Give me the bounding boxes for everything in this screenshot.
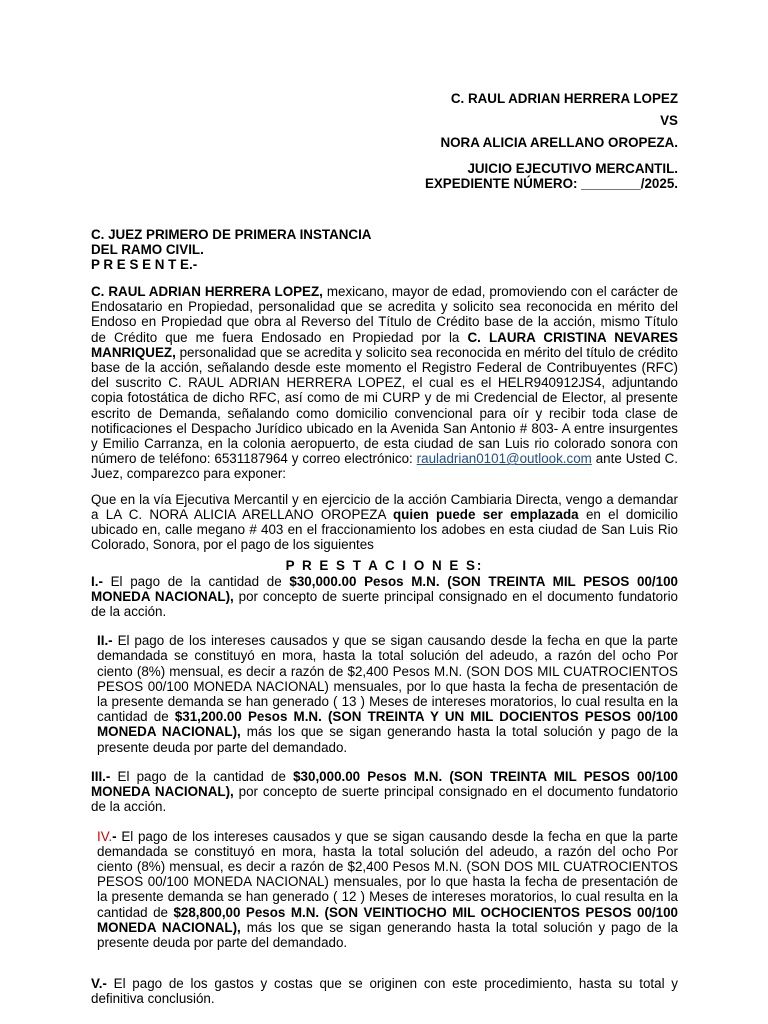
item-iv-dash: -	[112, 828, 117, 844]
item-ii-text-2: más los que se sigan generando hasta la total solución y pago de la presente deuda por parte del demandado.	[97, 724, 678, 755]
promoter-name: C. RAUL ADRIAN HERRERA LOPEZ,	[91, 284, 323, 299]
item-iii-amount: $30,000.00 Pesos M.N. (SON TREINTA MIL PESOS 00/100 MONEDA NACIONAL),	[91, 768, 678, 800]
case-header	[425, 91, 678, 191]
item-i-number: I.-	[91, 573, 103, 589]
addressee-line-2: DEL RAMO CIVIL.	[91, 242, 204, 258]
item-iii-text-1: El pago de la cantidad de	[110, 768, 294, 784]
item-iv-text-1: El pago de los intereses causados y que se sigan causando desde la fecha en que la parte demandada se constituyó en mora, hasta la total solución del adeudo, a razón del ocho Por ciento (8%) mensual, es decir a razón de $2,400 Pesos M.N. (SON DOS MIL CUATROCIENTOS PESOS 00/100 MONEDA NACIONAL) mensuales, por lo que hasta la fecha de presentación de la presente demanda se han generado ( 12 ) Meses de intereses moratorios, lo cual resulta en la cantidad de	[97, 828, 678, 920]
demand-paragraph	[91, 492, 678, 553]
item-iv	[91, 829, 678, 951]
intro-paragraph	[91, 284, 678, 482]
item-ii-amount: $31,200.00 Pesos M.N. (SON TREINTA Y UN MIL DOCIENTOS PESOS 00/100 MONEDA NACIONAL),	[97, 709, 678, 740]
addressee-line-1: C. JUEZ PRIMERO DE PRIMERA INSTANCIA	[91, 227, 372, 242]
item-i-text-1: El pago de la cantidad de	[102, 573, 290, 589]
item-ii-number: II.-	[97, 633, 113, 649]
item-ii	[91, 633, 678, 755]
item-iv-amount: $28,800,00 Pesos M.N. (SON VEINTIOCHO MIL OCHOCIENTOS PESOS 00/100 MONEDA NACIONAL),	[97, 904, 678, 935]
defendant-name: NORA ALICIA ARELLANO OROPEZA.	[440, 135, 678, 151]
item-iv-number: IV.	[97, 828, 113, 844]
trial-type: JUICIO EJECUTIVO MERCANTIL.	[467, 160, 678, 176]
item-v	[91, 976, 678, 1006]
file-number: EXPEDIENTE NÚMERO: ________/2025.	[424, 175, 678, 191]
intro-text-2: personalidad que se acredita y solicito sea reconocida en mérito del título de crédito base de la acción, señalando desde este momento el Registro Federal de Contribuyentes (RFC) del suscrito C. RAUL ADRIAN HERRERA LOPEZ, el cual es el HELR940912JS4, adjuntando copia fotostática de dicho RFC, así como de mi CURP y de mi Credencial de Elector, al presente escrito de Demanda, señalando como domicilio convencional para oír y recibir toda clase de notificaciones el Despacho Jurídico ubicado en la Avenida San Antonio # 803- A entre insurgentes y Emilio Carranza, en la colonia aeropuerto, de esta ciudad de san Luis rio colorado sonora con número de teléfono: 6531187964 y correo electrónico:	[91, 344, 678, 467]
addressee-line-3: P R E S E N T E.-	[91, 257, 198, 273]
prestaciones-title: P R E S T A C I O N E S:	[285, 558, 484, 574]
service-note: quien puede ser emplazada	[392, 506, 579, 522]
item-i	[91, 574, 678, 620]
addressee-block	[91, 227, 371, 273]
item-iii	[91, 769, 678, 815]
item-i-text-2: por concepto de suerte principal consignado en el documento fundatorio de la acción.	[91, 588, 678, 620]
demand-text-1: Que en la vía Ejecutiva Mercantil y en ejercicio de la acción Cambiaria Directa, vengo a demandar a LA C. NORA ALICIA ARELLANO OROPEZA	[91, 491, 678, 522]
item-v-text-1: El pago de los gastos y costas que se originen con este procedimiento, hasta su total y definitiva conclusión.	[91, 976, 678, 1007]
item-iii-number: III.-	[91, 768, 111, 784]
item-iii-text-2: por concepto de suerte principal consignado en el documento fundatorio de la acción.	[91, 784, 678, 815]
intro-text-3: ante Usted C. Juez, comparezco para exponer:	[91, 451, 678, 482]
item-ii-text-1: El pago de los intereses causados y que se sigan causando desde la fecha en que la parte demandada se constituyó en mora, hasta la total solución del adeudo, a razón del ocho Por ciento (8%) mensual, es decir a razón de $2,400 Pesos M.N. (SON DOS MIL CUATROCIENTOS PESOS 00/100 MONEDA NACIONAL) mensuales, por lo que hasta la fecha de presentación de la presente demanda se han generado ( 13 ) Meses de intereses moratorios, lo cual resulta en la cantidad de	[97, 633, 678, 725]
document-body	[91, 284, 678, 1017]
versus-label: VS	[660, 113, 678, 129]
demand-text-2: en el domicilio ubicado en, calle megano # 403 en el fraccionamiento los adobes en esta ciudad de San Luis Rio Colorado, Sonora, por el pago de los siguientes	[91, 506, 678, 553]
item-i-amount: $30,000.00 Pesos M.N. (SON TREINTA MIL PESOS 00/100 MONEDA NACIONAL),	[91, 573, 678, 604]
email-link[interactable]: rauladrian0101@outlook.com	[416, 451, 592, 467]
item-v-number: V.-	[91, 976, 107, 992]
item-iv-text-2: más los que se sigan generando hasta la total solución y pago de la presente deuda por parte del demandado.	[97, 919, 678, 950]
actor-name: C. RAUL ADRIAN HERRERA LOPEZ	[450, 91, 678, 106]
intro-text-1: mexicano, mayor de edad, promoviendo con el carácter de Endosatario en Propiedad, personalidad que se acredita y solicito sea reconocida en mérito del Endoso en Propiedad que obra al Reverso del Título de Crédito base de la acción, mismo Título de Crédito que me fuera Endosado en Propiedad por la	[91, 284, 678, 345]
endorser-name: C. LAURA CRISTINA NEVARES MANRIQUEZ,	[91, 329, 678, 360]
